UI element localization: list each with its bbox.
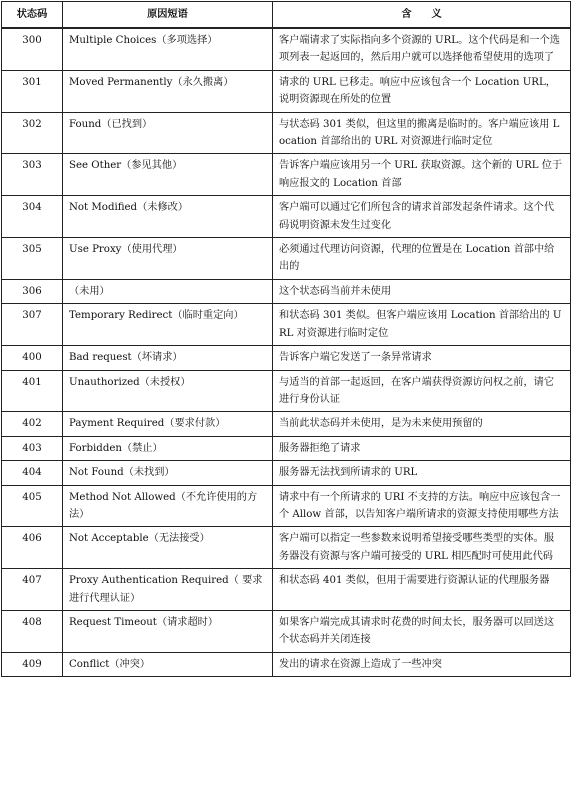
table-row — [2, 436, 571, 460]
table-row — [2, 28, 571, 70]
reason-phrase-cell: Unauthorized（未授权） — [63, 370, 273, 412]
status-code-cell: 403 — [2, 436, 63, 460]
table-row — [2, 370, 571, 412]
meaning-cell: 这个状态码当前并未使用 — [273, 279, 571, 303]
status-code-cell: 400 — [2, 346, 63, 370]
status-code-cell: 406 — [2, 527, 63, 569]
meaning-cell: 与状态码 301 类似，但这里的搬离是临时的。客户端应该用 Location 首部给出的 URL 对资源进行临时定位 — [273, 112, 571, 154]
table-row — [2, 346, 571, 370]
table-row — [2, 527, 571, 569]
reason-phrase-cell: Temporary Redirect（临时重定向） — [63, 304, 273, 346]
table-body — [2, 28, 571, 677]
meaning-cell: 告诉客户端应该用另一个 URL 获取资源。这个新的 URL 位于响应报文的 Location 首部 — [273, 154, 571, 196]
table-row — [2, 279, 571, 303]
reason-phrase-cell: Forbidden（禁止） — [63, 436, 273, 460]
header-code: 状态码 — [2, 2, 63, 29]
reason-phrase-cell: Not Acceptable（无法接受） — [63, 527, 273, 569]
meaning-cell: 和状态码 401 类似，但用于需要进行资源认证的代理服务器 — [273, 569, 571, 611]
table-row — [2, 610, 571, 652]
reason-phrase-cell: Request Timeout（请求超时） — [63, 610, 273, 652]
reason-phrase-cell: Conflict（冲突） — [63, 652, 273, 676]
status-code-cell: 404 — [2, 461, 63, 485]
reason-phrase-cell: Moved Permanently（永久搬离） — [63, 70, 273, 112]
header-meaning: 含义 — [273, 2, 571, 29]
status-code-cell: 301 — [2, 70, 63, 112]
status-code-cell: 409 — [2, 652, 63, 676]
status-code-cell: 405 — [2, 485, 63, 527]
meaning-cell: 如果客户端完成其请求时花费的时间太长，服务器可以回送这个状态码并关闭连接 — [273, 610, 571, 652]
table-row — [2, 304, 571, 346]
reason-phrase-cell: Method Not Allowed（不允许使用的方法） — [63, 485, 273, 527]
table-row — [2, 196, 571, 238]
status-code-cell: 402 — [2, 412, 63, 436]
meaning-cell: 和状态码 301 类似。但客户端应该用 Location 首部给出的 URL 对资源进行临时定位 — [273, 304, 571, 346]
reason-phrase-cell: Use Proxy（使用代理） — [63, 238, 273, 280]
table-row — [2, 112, 571, 154]
status-code-cell: 401 — [2, 370, 63, 412]
reason-phrase-cell: See Other（参见其他） — [63, 154, 273, 196]
meaning-cell: 请求的 URL 已移走。响应中应该包含一个 Location URL，说明资源现在所处的位置 — [273, 70, 571, 112]
table-row — [2, 154, 571, 196]
table-row — [2, 461, 571, 485]
status-code-cell: 408 — [2, 610, 63, 652]
meaning-cell: 服务器无法找到所请求的 URL — [273, 461, 571, 485]
meaning-cell: 必须通过代理访问资源，代理的位置是在 Location 首部中给出的 — [273, 238, 571, 280]
table-row — [2, 485, 571, 527]
reason-phrase-cell: Multiple Choices（多项选择） — [63, 28, 273, 70]
table-row — [2, 652, 571, 676]
status-code-cell: 303 — [2, 154, 63, 196]
status-code-cell: 307 — [2, 304, 63, 346]
status-code-cell: 304 — [2, 196, 63, 238]
reason-phrase-cell: Found（已找到） — [63, 112, 273, 154]
meaning-cell: 请求中有一个所请求的 URI 不支持的方法。响应中应该包含一个 Allow 首部，以告知客户端所请求的资源支持使用哪些方法 — [273, 485, 571, 527]
header-reason: 原因短语 — [63, 2, 273, 29]
table-header — [2, 2, 571, 29]
meaning-cell: 客户端可以通过它们所包含的请求首部发起条件请求。这个代码说明资源未发生过变化 — [273, 196, 571, 238]
reason-phrase-cell: Bad request（坏请求） — [63, 346, 273, 370]
meaning-cell: 告诉客户端它发送了一条异常请求 — [273, 346, 571, 370]
reason-phrase-cell: （未用） — [63, 279, 273, 303]
meaning-cell: 服务器拒绝了请求 — [273, 436, 571, 460]
reason-phrase-cell: Not Modified（未修改） — [63, 196, 273, 238]
status-code-cell: 302 — [2, 112, 63, 154]
meaning-cell: 客户端请求了实际指向多个资源的 URL。这个代码是和一个选项列表一起返回的，然后用户就可以选择他希望使用的选项了 — [273, 28, 571, 70]
meaning-cell: 发出的请求在资源上造成了一些冲突 — [273, 652, 571, 676]
reason-phrase-cell: Proxy Authentication Required（ 要求进行代理认证） — [63, 569, 273, 611]
table-row — [2, 238, 571, 280]
table-row — [2, 569, 571, 611]
table-row — [2, 412, 571, 436]
status-code-cell: 407 — [2, 569, 63, 611]
status-code-cell: 306 — [2, 279, 63, 303]
reason-phrase-cell: Not Found（未找到） — [63, 461, 273, 485]
status-code-cell: 305 — [2, 238, 63, 280]
reason-phrase-cell: Payment Required（要求付款） — [63, 412, 273, 436]
meaning-cell: 当前此状态码并未使用，是为未来使用预留的 — [273, 412, 571, 436]
status-code-table — [1, 1, 571, 677]
meaning-cell: 与适当的首部一起返回，在客户端获得资源访问权之前，请它进行身份认证 — [273, 370, 571, 412]
meaning-cell: 客户端可以指定一些参数来说明希望接受哪些类型的实体。服务器没有资源与客户端可接受的 URL 相匹配时可使用此代码 — [273, 527, 571, 569]
table-row — [2, 70, 571, 112]
status-code-cell: 300 — [2, 28, 63, 70]
